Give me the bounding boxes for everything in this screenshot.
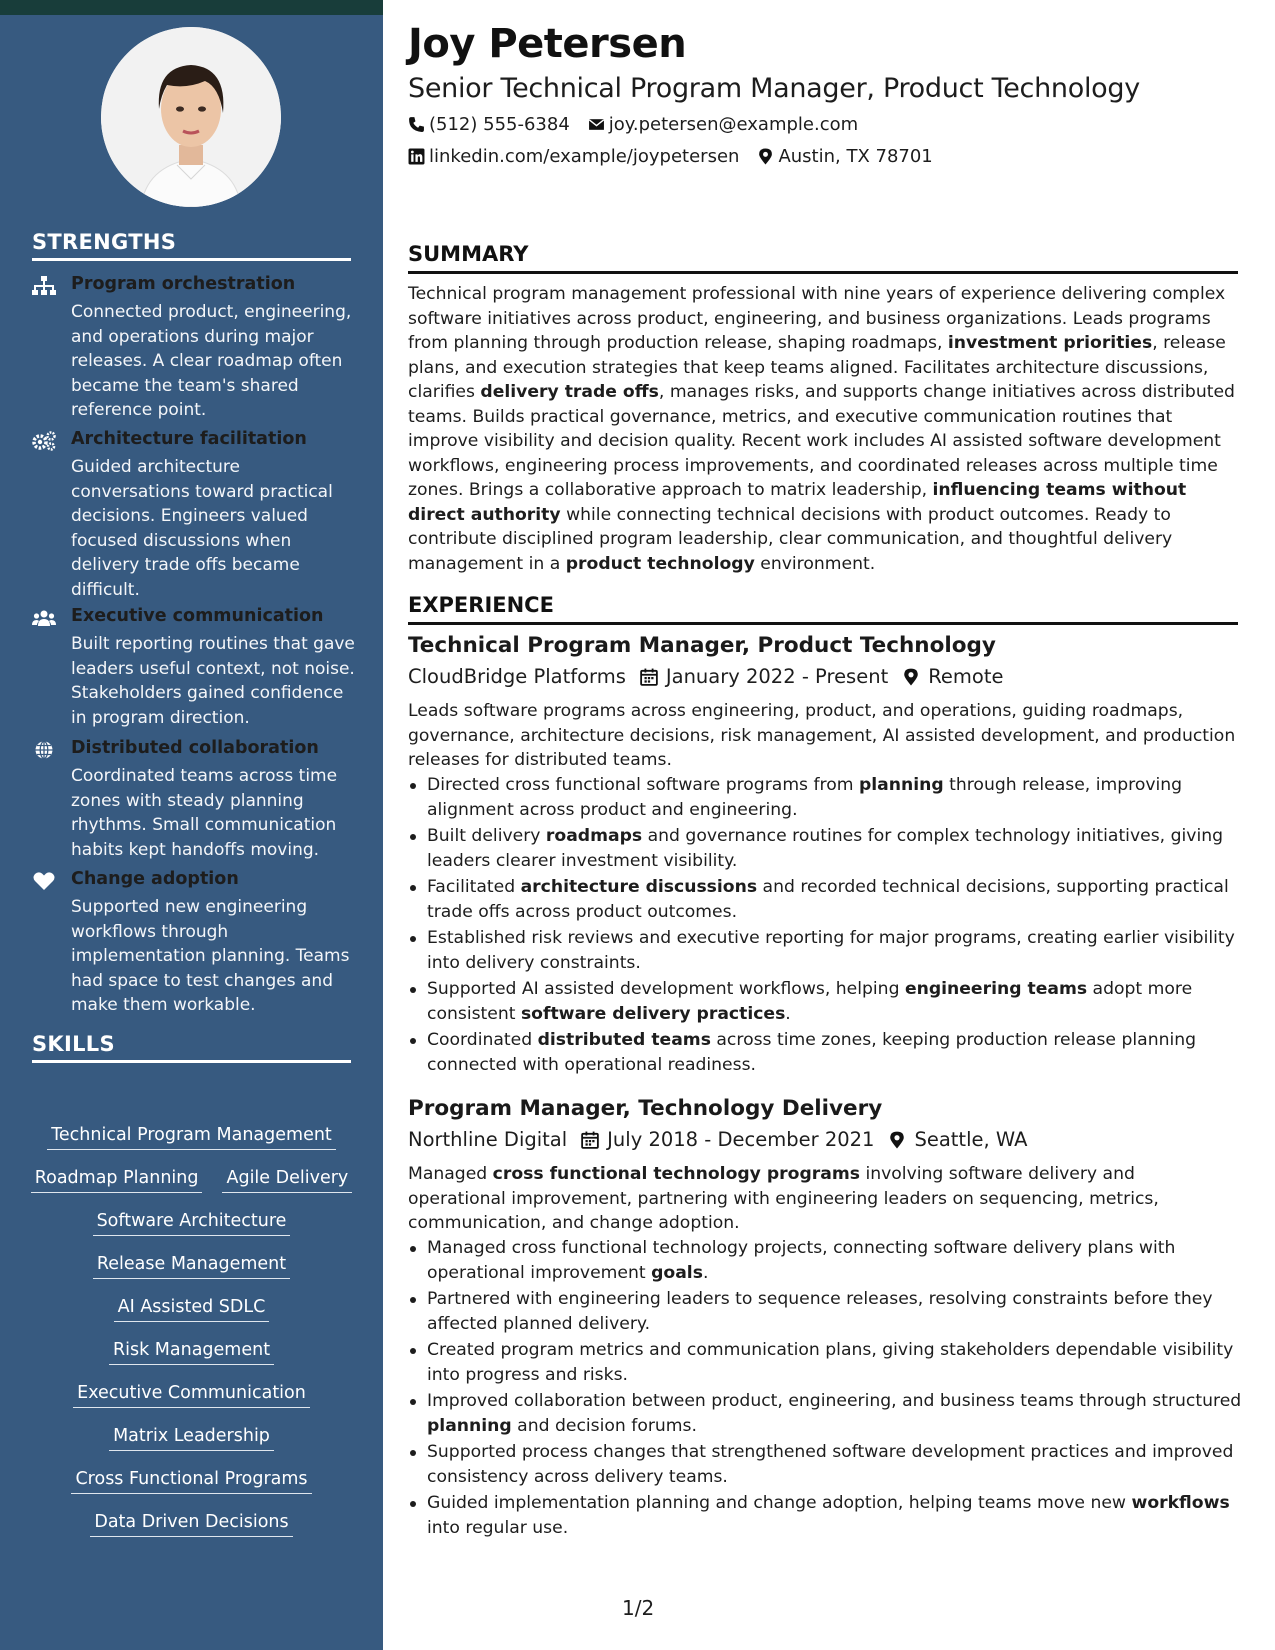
- list-item: Supported AI assisted development workflows, helping engineering teams adopt more consistent software delivery practices.: [427, 977, 1257, 1026]
- strengths-rule: [32, 258, 351, 261]
- experience-title: EXPERIENCE: [408, 593, 554, 617]
- job-company: CloudBridge Platforms: [408, 665, 626, 688]
- envelope-icon: [588, 116, 605, 133]
- candidate-headline: Senior Technical Program Manager, Product Technology: [408, 73, 1140, 104]
- phone-item[interactable]: [408, 114, 570, 135]
- list-item: Partnered with engineering leaders to sequence releases, resolving constraints before they affected planned delivery.: [427, 1287, 1257, 1336]
- strength-description: Coordinated teams across time zones with steady planning rhythms. Small communication habits kept handoffs moving.: [71, 766, 338, 860]
- strength-description: Supported new engineering workflows through implementation planning. Teams had space to test changes and make them workable.: [71, 897, 350, 1015]
- strength-description: Built reporting routines that gave leaders useful context, not noise. Stakeholders gained confidence in program direction.: [71, 634, 355, 728]
- strength-description: Guided architecture conversations toward practical decisions. Engineers valued focused discussions when delivery trade offs became difficult.: [71, 457, 333, 600]
- list-item: Guided implementation planning and change adoption, helping teams move new workflows into regular use.: [427, 1491, 1257, 1540]
- list-item: Managed cross functional technology projects, connecting software delivery plans with operational improvement goals.: [427, 1236, 1257, 1285]
- linkedin-text: linkedin.com/example/joypetersen: [429, 146, 740, 167]
- phone-icon: [408, 116, 425, 133]
- list-item: Built delivery roadmaps and governance routines for complex technology initiatives, giving leaders clearer investment visibility.: [427, 824, 1257, 873]
- avatar: [101, 27, 281, 207]
- skill-tag: Matrix Leadership: [109, 1425, 274, 1451]
- skill-tag: Release Management: [93, 1253, 290, 1279]
- strength-title: Executive communication: [71, 606, 324, 626]
- job-intro: Managed cross functional technology programs involving software delivery and operational improvement, partnering with engineering leaders on sequencing, metrics, communication, and change adoption.: [408, 1164, 1159, 1233]
- job-meta: [408, 665, 1003, 688]
- page-number: 1/2: [622, 1596, 655, 1620]
- job-meta: [408, 1128, 1027, 1151]
- job-bullets: [408, 773, 1257, 1079]
- email-item[interactable]: [588, 114, 858, 135]
- list-item: Established risk reviews and executive reporting for major programs, creating earlier visibility into delivery constraints.: [427, 926, 1257, 975]
- skill-tag: Executive Communication: [73, 1382, 310, 1408]
- linkedin-icon: [408, 148, 425, 165]
- email-text: joy.petersen@example.com: [608, 114, 859, 135]
- strength-title: Distributed collaboration: [71, 738, 319, 758]
- list-item: Facilitated architecture discussions and recorded technical decisions, supporting practical trade offs across product outcomes.: [427, 875, 1257, 924]
- calendar-icon: [581, 1131, 599, 1149]
- gears-icon: [32, 431, 56, 451]
- summary-rule: [408, 271, 1238, 274]
- strength-title: Architecture facilitation: [71, 429, 307, 449]
- skill-tag: Technical Program Management: [47, 1124, 336, 1150]
- globe-icon: [32, 740, 56, 760]
- sitemap-icon: [32, 276, 56, 296]
- contact-row-2: [408, 146, 933, 167]
- job-dates: January 2022 - Present: [665, 665, 889, 688]
- skill-tag: Software Architecture: [93, 1210, 291, 1236]
- strength-description: Connected product, engineering, and operations during major releases. A clear roadmap often became the team's shared reference point.: [71, 302, 352, 420]
- list-item: Coordinated distributed teams across time zones, keeping production release planning connected with operational readiness.: [427, 1028, 1257, 1077]
- strength-title: Program orchestration: [71, 274, 296, 294]
- location-item: [757, 146, 932, 167]
- calendar-icon: [640, 668, 658, 686]
- job-bullets: [408, 1236, 1257, 1542]
- map-marker-icon: [757, 148, 774, 165]
- list-item: Improved collaboration between product, engineering, and business teams through structured planning and decision forums.: [427, 1389, 1257, 1438]
- job-company: Northline Digital: [408, 1128, 568, 1151]
- job-intro: Leads software programs across engineering, product, and operations, guiding roadmaps, governance, architecture decisions, risk management, AI assisted development, and production releases for distributed teams.: [408, 701, 1236, 770]
- linkedin-item[interactable]: [408, 146, 739, 167]
- job-title: Technical Program Manager, Product Technology: [408, 633, 996, 658]
- job-title: Program Manager, Technology Delivery: [408, 1096, 883, 1121]
- skills-title: SKILLS: [32, 1032, 115, 1056]
- list-item: Supported process changes that strengthened software development practices and improved consistency across delivery teams.: [427, 1440, 1257, 1489]
- job-dates: July 2018 - December 2021: [607, 1128, 875, 1151]
- map-marker-icon: [902, 668, 920, 686]
- location-text: Austin, TX 78701: [778, 146, 933, 167]
- strength-title: Change adoption: [71, 869, 239, 889]
- experience-rule: [408, 622, 1238, 625]
- skill-tag: AI Assisted SDLC: [114, 1296, 270, 1322]
- job-location: Remote: [928, 665, 1004, 688]
- heart-icon: [32, 871, 56, 891]
- skill-tag: Roadmap Planning: [31, 1167, 203, 1193]
- strengths-title: STRENGTHS: [32, 230, 177, 254]
- map-marker-icon: [888, 1131, 906, 1149]
- sidebar-top-band: [0, 0, 383, 15]
- skill-tag: Risk Management: [109, 1339, 274, 1365]
- phone-text: (512) 555-6384: [429, 114, 570, 135]
- skills-list: [32, 1124, 351, 1537]
- candidate-name: Joy Petersen: [408, 21, 687, 67]
- job-location: Seattle, WA: [914, 1128, 1028, 1151]
- contact-row-1: [408, 114, 858, 135]
- summary-title: SUMMARY: [408, 242, 529, 266]
- skill-tag: Agile Delivery: [222, 1167, 352, 1193]
- list-item: Created program metrics and communication plans, giving stakeholders dependable visibility into progress and risks.: [427, 1338, 1257, 1387]
- skills-rule: [32, 1060, 351, 1063]
- list-item: Directed cross functional software programs from planning through release, improving alignment across product and engineering.: [427, 773, 1257, 822]
- skill-tag: Cross Functional Programs: [71, 1468, 311, 1494]
- summary-text: Technical program management professional with nine years of experience delivering complex software initiatives across product, engineering, and business organizations. Leads programs from planning through production release, shaping roadmaps, investment priorities, release plans, and execution strategies that keep teams aligned. Facilitates architecture discussions, clarifies delivery trade offs, manages risks, and supports change initiatives across distributed teams. Builds practical governance, metrics, and executive communication routines that improve visibility and decision quality. Recent work includes AI assisted software development workflows, engineering process improvements, and coordinated releases across multiple time zones. Brings a collaborative approach to matrix leadership, influencing teams without direct authority while connecting technical decisions with product outcomes. Ready to contribute disciplined program leadership, clear communication, and thoughtful delivery management in a product technology environment.: [408, 284, 1235, 574]
- users-icon: [32, 608, 56, 628]
- skill-tag: Data Driven Decisions: [90, 1511, 292, 1537]
